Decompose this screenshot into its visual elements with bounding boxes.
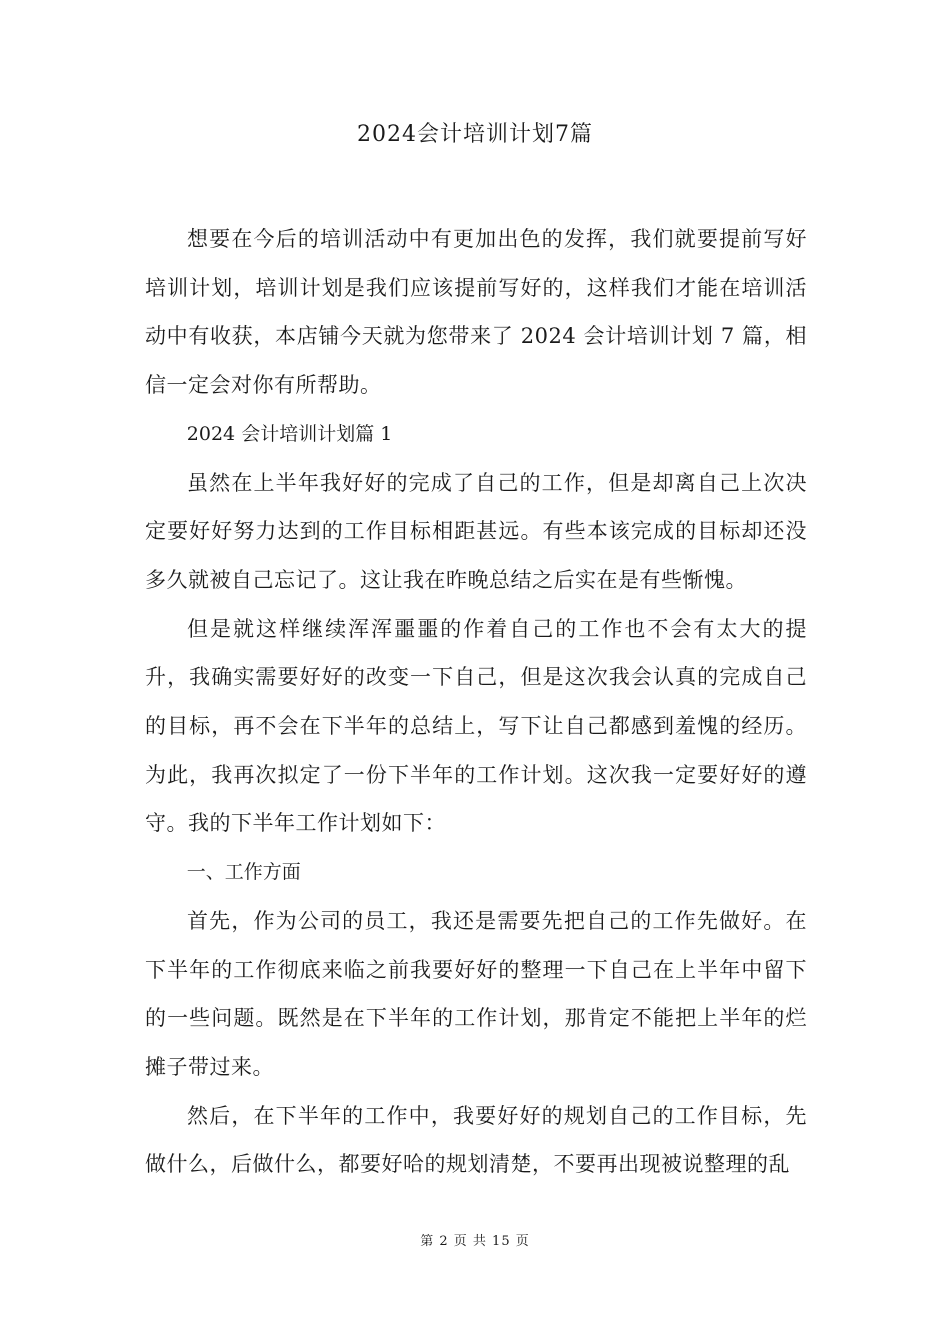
page-title: 2024会计培训计划7篇 (357, 122, 593, 147)
section-heading-work: 一、工作方面 (186, 861, 301, 884)
intro-paragraph: 想要在今后的培训活动中有更加出色的发挥，我们就要提前写好培训计划，培训计划是我们应该提前写好的，这样我们才能在培训活动中有收获，本店铺今天就为您带来了 2024 会计培训计划 7 篇，相信一定会对你有所帮助。 (145, 227, 807, 398)
page-number-footer: 第 2 页 共 15 页 (420, 1234, 530, 1249)
body-paragraph: 然后，在下半年的工作中，我要好好的规划自己的工作目标，先做什么，后做什么，都要好哈的规划清楚，不要再出现被说整理的乱 (145, 1103, 807, 1177)
section-heading-plan-1: 2024 会计培训计划篇 1 (186, 422, 393, 445)
body-paragraph: 虽然在上半年我好好的完成了自己的工作，但是却离自己上次决定要好好努力达到的工作目标相距甚远。有些本该完成的目标却还没多久就被自己忘记了。这让我在昨晚总结之后实在是有些惭愧。 (145, 470, 807, 592)
body-paragraph: 首先，作为公司的员工，我还是需要先把自己的工作先做好。在下半年的工作彻底来临之前我要好好的整理一下自己在上半年中留下的一些问题。既然是在下半年的工作计划，那肯定不能把上半年的烂摊子带过来。 (145, 908, 807, 1079)
body-paragraph: 但是就这样继续浑浑噩噩的作着自己的工作也不会有太大的提升，我确实需要好好的改变一下自己，但是这次我会认真的完成自己的目标，再不会在下半年的总结上，写下让自己都感到羞愧的经历。为此，我再次拟定了一份下半年的工作计划。这次我一定要好好的遵守。我的下半年工作计划如下： (145, 616, 807, 836)
document-body (145, 215, 807, 1189)
